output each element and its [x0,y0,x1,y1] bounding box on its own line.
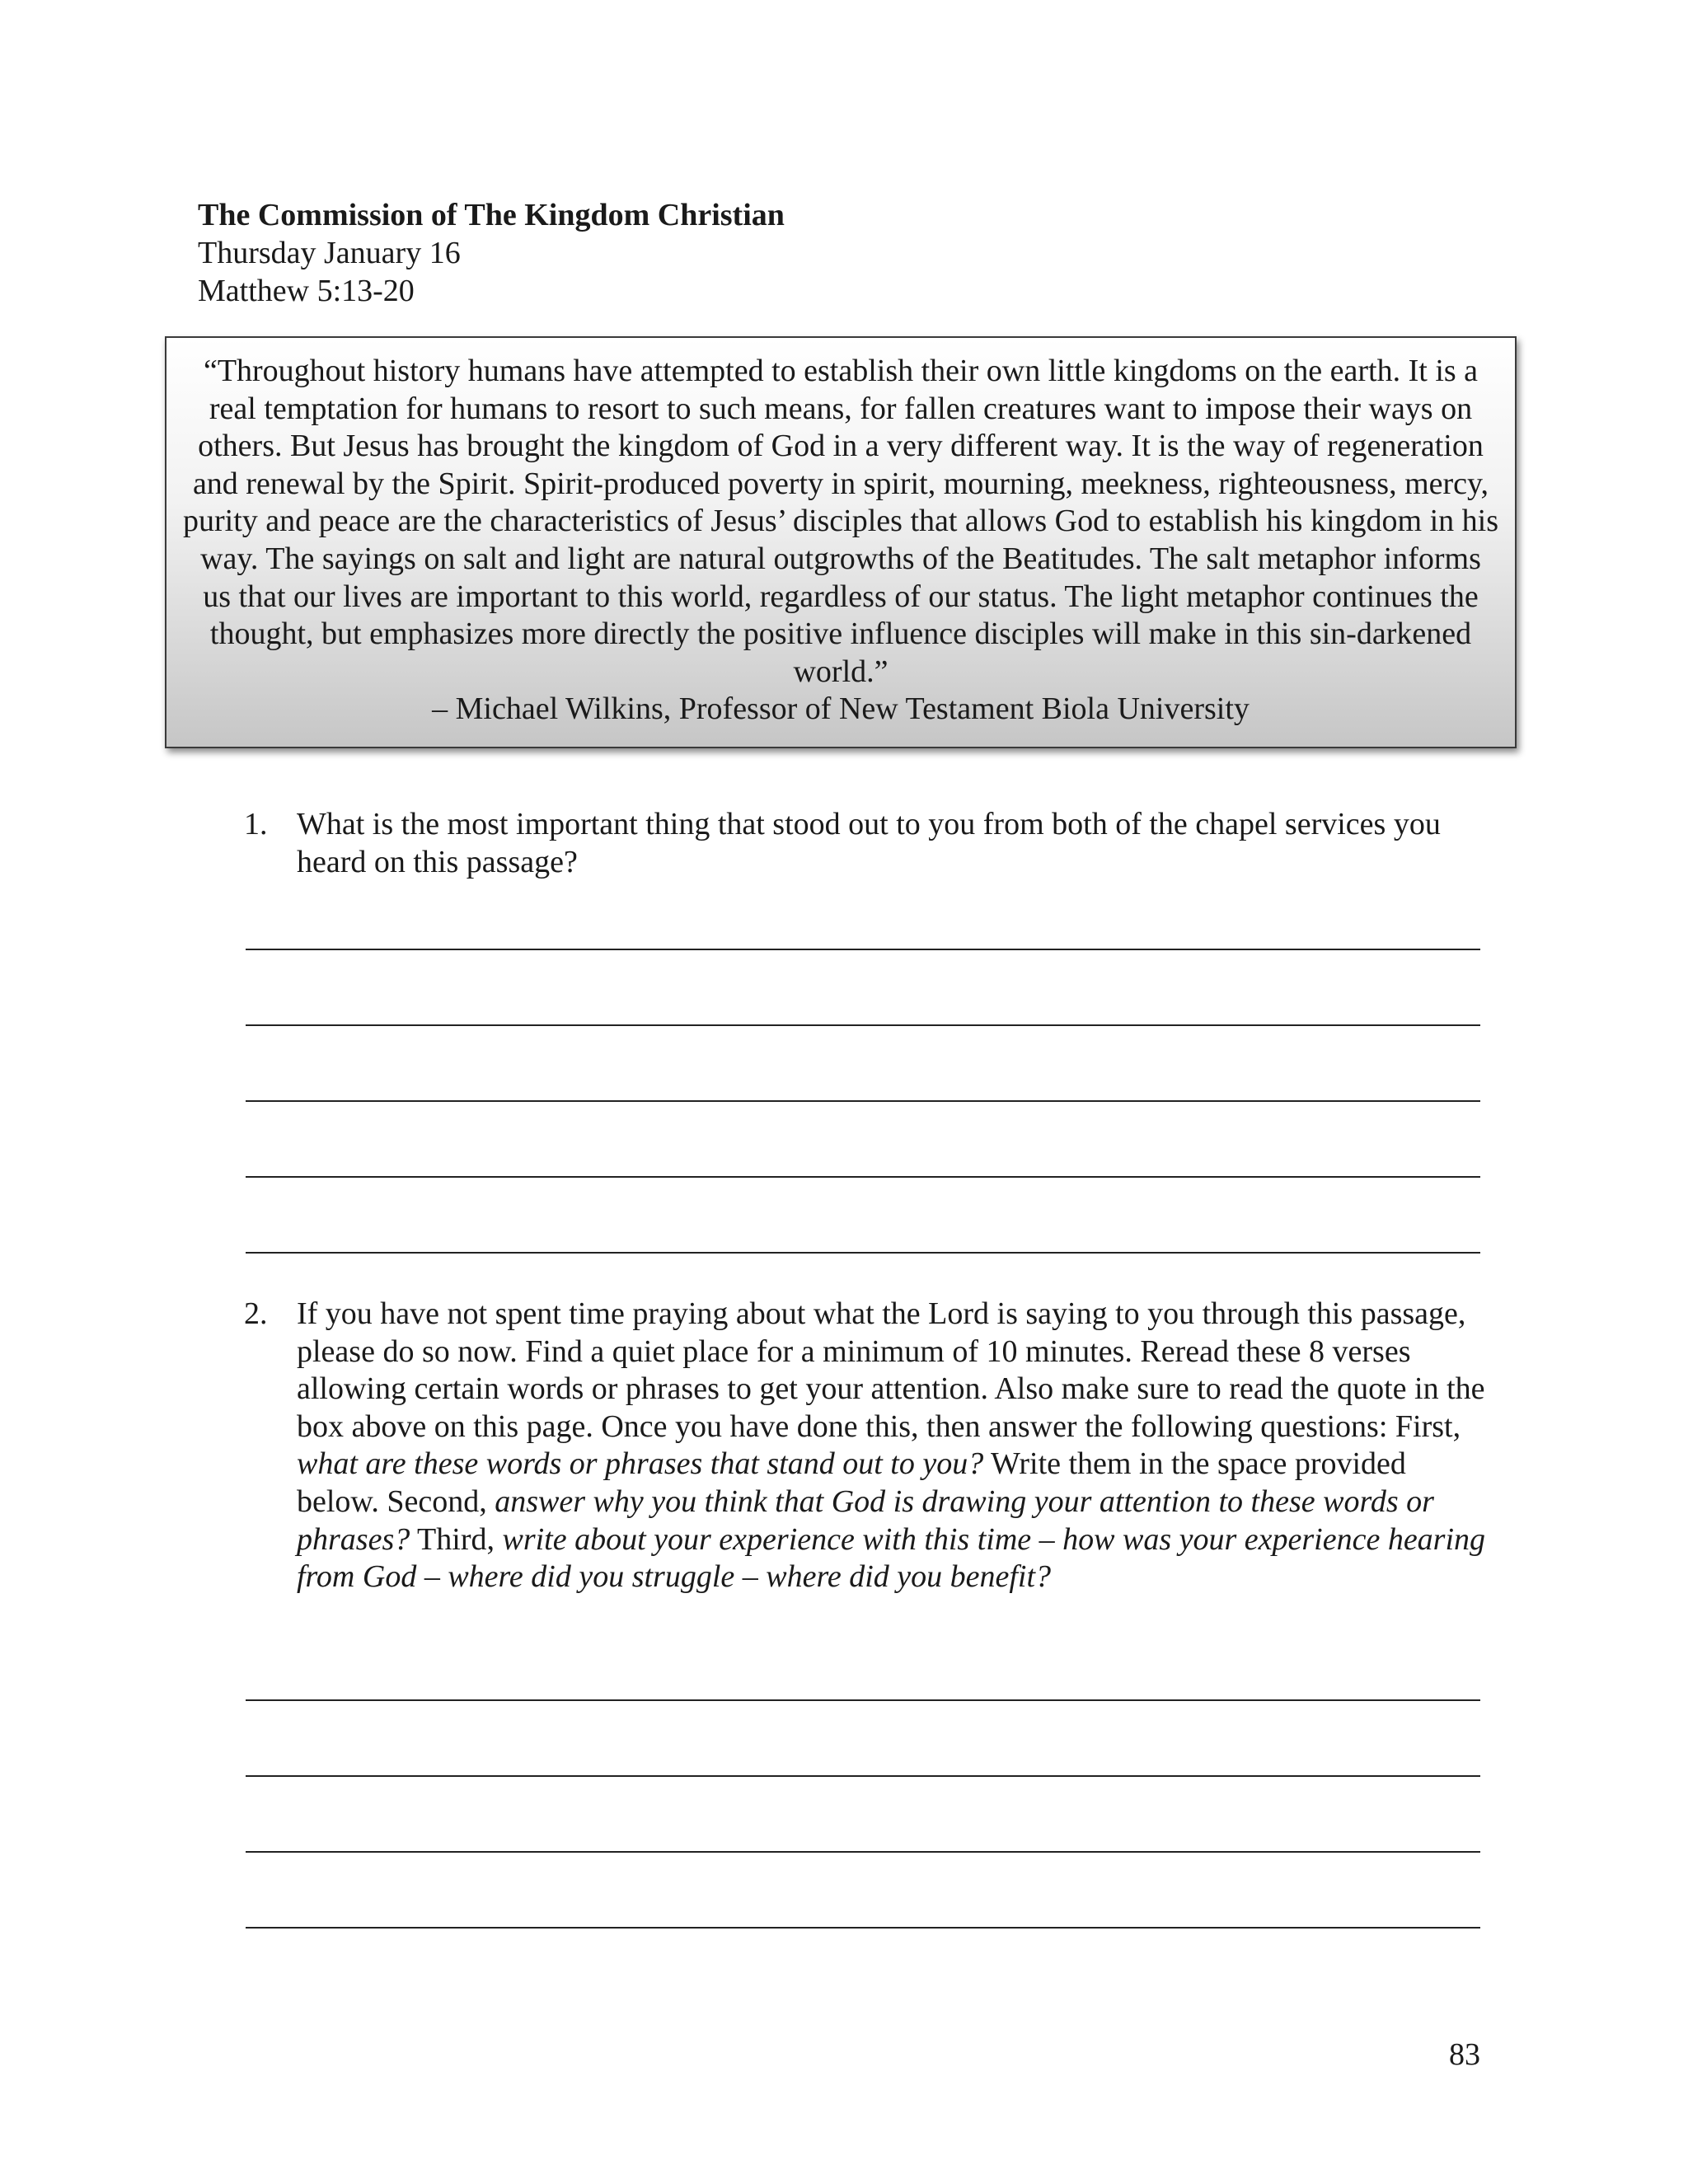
answer-line[interactable] [246,1024,1480,1026]
page-title: The Commission of The Kingdom Christian [198,198,785,232]
lesson-date: Thursday January 16 [198,236,461,270]
answer-line[interactable] [246,949,1480,950]
answer-line[interactable] [246,1775,1480,1777]
answer-line[interactable] [246,1176,1480,1178]
answer-line[interactable] [246,1252,1480,1254]
question-prompt-italic: write about your experience with this time – how was your experience hearing from God – where did you struggle – where did you benefit? [297,1521,1486,1595]
question-text [297,1296,1493,1596]
question-text-part: If you have not spent time praying about what the Lord is saying to you through this passage, please do so now. Find a quiet place for a minimum of 10 minutes. Reread these 8 verses allowing certain words or phrases to get your attention. Also make sure to read the quote in the box above on this page. Once you have done this, then answer the following questions: First, [297,1296,1485,1444]
question-text: What is the most important thing that stood out to you from both of the chapel services you heard on this passage? [297,807,1441,879]
quote-attribution: – Michael Wilkins, Professor of New Testament Biola University [432,691,1250,727]
quote-box [165,336,1517,748]
answer-line[interactable] [246,1100,1480,1102]
answer-line[interactable] [246,1699,1480,1701]
question-prompt-italic: what are these words or phrases that stand out to you? [297,1446,984,1482]
quote-text: “Throughout history humans have attempted to establish their own little kingdoms on the earth. It is a real temptation for humans to resort to such means, for fallen creatures want to impose their ways on others. But Jesus has brought the kingdom of God in a very different way. It is the way of regeneration and renewal by the Spirit. Spirit-produced poverty in spirit, mourning, meekness, righteousness, mercy, purity and peace are the characteristics of Jesus’ disciples that allows God to establish his kingdom in his way. The sayings on salt and light are natural outgrowths of the Beatitudes. The salt metaphor informs us that our lives are important to this world, regardless of our status. The light metaphor continues the thought, but emphasizes more directly the positive influence disciples will make in this sin-darkened world.” [183,354,1498,689]
answer-line[interactable] [246,1851,1480,1853]
question-number: 1. [244,807,268,841]
question-text-part: Third, [410,1521,503,1557]
scripture-reference: Matthew 5:13-20 [198,274,415,308]
page-number: 83 [1449,2037,1480,2072]
question-prompt-italic: answer why you think that God is drawing your attention to these words or phrases? [297,1483,1434,1557]
answer-line[interactable] [246,1927,1480,1929]
question-number: 2. [244,1296,268,1331]
question-text-part: Write them in the space provided below. Second, [297,1446,1406,1519]
question-1 [244,806,1493,881]
page-header [198,196,785,310]
question-2 [244,1296,1493,1596]
